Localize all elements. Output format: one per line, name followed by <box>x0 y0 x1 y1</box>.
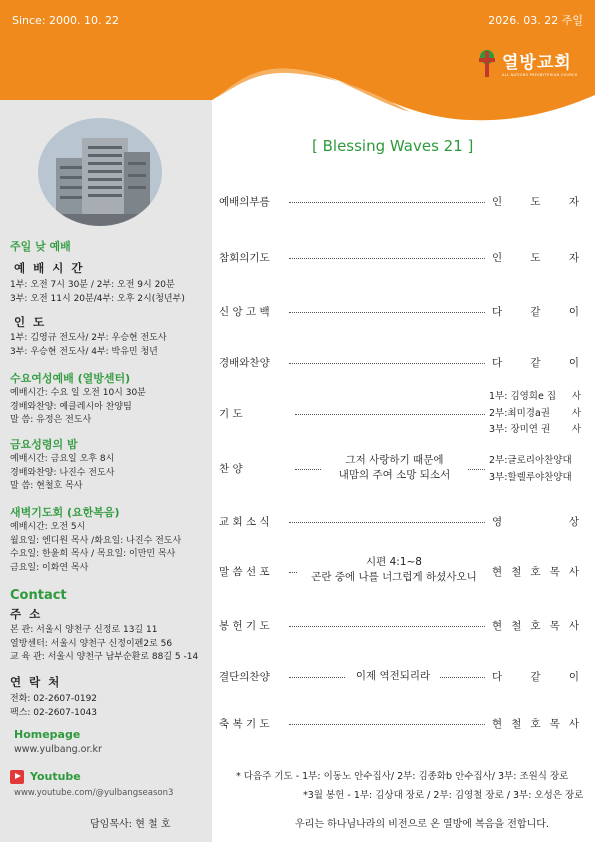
church-logo <box>476 48 578 77</box>
bulletin-title: [ Blessing Waves 21 ] <box>312 137 474 155</box>
leader-line: 1부: 김영규 전도사/ 2부: 우승현 전도사 <box>10 333 167 343</box>
order-right-char: 사 <box>568 566 579 578</box>
order-row <box>219 194 585 210</box>
worship-time-line: 3부: 오전 11시 20분/4부: 오후 2시(청년부) <box>10 293 185 304</box>
youtube-title: Youtube <box>30 770 81 783</box>
order-label: 신 앙 고 백 <box>219 306 270 318</box>
homepage-link[interactable]: www.yulbang.or.kr <box>14 744 102 755</box>
dawn-line: 예배시간: 오전 5시 <box>10 522 86 532</box>
order-right-char: 현 <box>492 718 503 730</box>
church-subtitle: ALL NATIONS PRESBYTERIAN CHURCH <box>502 73 578 77</box>
worship-time-line: 1부: 오전 7시 30분 / 2부: 오전 9시 20분 <box>10 280 175 290</box>
order-right-char: 사 <box>568 718 579 730</box>
order-right-char: 자 <box>568 252 579 264</box>
order-label: 축 복 기 도 <box>219 718 270 730</box>
scripture <box>297 555 491 585</box>
order-right-char: 호 <box>530 718 541 730</box>
prayer-leader-title: 사 <box>571 391 581 402</box>
youtube-icon <box>10 770 24 784</box>
order-right-char: 목 <box>549 718 560 730</box>
order-right-char: 인 <box>492 252 503 264</box>
prayer-leader-name: 1부: 김영희e 집 <box>489 391 557 402</box>
order-right-char: 자 <box>568 196 579 208</box>
order-right-char: 다 <box>492 306 503 318</box>
address-line: 열방센터: 서울시 양천구 신정이펜2로 56 <box>10 638 173 649</box>
since-date: Since: 2000. 10. 22 <box>12 14 120 27</box>
wednesday-line: 예배시간: 수요 일 오전 10시 30분 <box>10 388 146 398</box>
friday-worship-title: 금요성령의 밤 <box>10 438 78 451</box>
order-right-char: 목 <box>549 620 560 632</box>
address-title: 주 소 <box>10 607 43 621</box>
offering-note: *3월 봉헌 - 1부: 김상대 장로 / 2부: 김영철 장로 / 3부: 오성은 장로 <box>303 790 584 801</box>
dawn-line: 월요일: 엔디원 목사 /화요일: 나진수 전도사 <box>10 535 182 546</box>
order-row <box>219 514 585 530</box>
address-line: 교 육 관: 서울시 양천구 남부순환로 88길 5 -14 <box>10 652 199 662</box>
order-right-char: 호 <box>530 566 541 578</box>
praise-song-line: 내맘의 주여 소망 되소서 <box>338 469 451 481</box>
bulletin-date: 2026. 03. 22 주일 <box>488 14 583 27</box>
phone-title: 연 락 처 <box>10 675 62 689</box>
youtube-link[interactable]: www.youtube.com/@yulbangseason3 <box>14 788 174 798</box>
order-right-char: 같 <box>530 357 541 369</box>
prayer-leader-name: 3부: 장미연 권 <box>489 424 551 435</box>
order-label: 봉 헌 기 도 <box>219 620 270 632</box>
order-right-char: 다 <box>492 357 503 369</box>
order-right-char: 같 <box>530 306 541 318</box>
order-label: 찬 양 <box>219 463 243 475</box>
order-right-char: 철 <box>511 620 522 632</box>
friday-line: 예배시간: 금요일 오후 8시 <box>10 454 115 464</box>
dotted-leader <box>289 258 485 259</box>
order-right-char: 목 <box>549 566 560 578</box>
order-row <box>219 304 585 320</box>
order-right-char: 도 <box>530 252 541 264</box>
order-right-char: 철 <box>511 718 522 730</box>
order-right-char: 호 <box>530 620 541 632</box>
order-right-char: 도 <box>530 196 541 208</box>
order-label: 교 회 소 식 <box>219 516 270 528</box>
order-label: 말 씀 선 포 <box>219 566 270 578</box>
dotted-leader <box>289 312 485 313</box>
order-right-char: 이 <box>568 306 579 318</box>
prayer-leaders <box>489 389 581 439</box>
friday-line: 경배와찬양: 나진수 전도사 <box>10 467 115 478</box>
next-prayer-note: * 다음주 기도 - 1부: 이동노 안수집사/ 2부: 김종화b 안수집사/ 3부: 조원식 장로 <box>236 771 569 782</box>
order-right-char: 이 <box>568 671 579 683</box>
church-building-photo <box>38 118 162 226</box>
order-label: 예배의부름 <box>219 196 270 208</box>
dotted-leader <box>295 414 485 415</box>
order-label: 결단의찬양 <box>219 671 270 683</box>
phone-line: 전화: 02-2607-0192 <box>10 694 98 704</box>
vision-statement: 우리는 하나님나라의 비전으로 온 열방에 복음을 전합니다. <box>295 819 550 830</box>
sidebar-top-curve <box>0 95 240 115</box>
leaders-title: 인 도 <box>14 315 47 329</box>
homepage-title: Homepage <box>14 728 81 741</box>
order-right-char: 철 <box>511 566 522 578</box>
prayer-leader-title: 사 <box>571 407 581 419</box>
prayer-leader-title: 사 <box>571 424 581 435</box>
order-right-char: 인 <box>492 196 503 208</box>
praise-song <box>322 453 467 483</box>
dotted-leader <box>289 363 485 364</box>
order-right-char: 다 <box>492 671 503 683</box>
worship-time-title: 예 배 시 간 <box>14 261 85 275</box>
dotted-leader <box>289 724 485 725</box>
order-right-char: 영 <box>492 516 503 528</box>
wednesday-line: 경배와찬양: 예클레시아 찬양팀 <box>10 401 132 412</box>
scripture-reference: 시편 4:1~8 <box>365 556 422 568</box>
order-right-char: 같 <box>530 671 541 683</box>
dotted-leader <box>289 626 485 627</box>
order-right-char: 이 <box>568 357 579 369</box>
closing-song: 이제 역전되리라 <box>346 669 440 684</box>
prayer-leader-name: 2부:최미경a권 <box>489 407 550 419</box>
sunday-worship-title: 주일 낮 예배 <box>10 240 71 253</box>
leader-line: 3부: 우승현 전도사/ 4부: 박유민 청년 <box>10 346 158 357</box>
order-right-char: 현 <box>492 620 503 632</box>
order-right-char: 현 <box>492 566 503 578</box>
wednesday-worship-title: 수요여성예배 (열방센터) <box>10 372 131 385</box>
order-right-char: 사 <box>568 620 579 632</box>
order-row <box>219 716 585 732</box>
order-row <box>219 250 585 266</box>
senior-pastor: 담임목사: 현 철 호 <box>90 819 171 830</box>
phone-line: 팩스: 02-2607-1043 <box>10 707 98 718</box>
friday-line: 말 씀: 현철호 목사 <box>10 481 83 491</box>
choir-line: 3부:할렐루야찬양대 <box>489 471 572 483</box>
wednesday-line: 말 씀: 유정은 전도사 <box>10 415 92 425</box>
choir-line: 2부:글로리아찬양대 <box>489 455 572 466</box>
order-row <box>219 355 585 371</box>
contact-title: Contact <box>10 588 67 603</box>
sermon-title: 곤란 중에 나를 너그럽게 하셨사오니 <box>311 571 477 583</box>
order-right-char: 상 <box>568 516 579 528</box>
praise-song-line: 그저 사랑하기 때문에 <box>345 454 444 466</box>
church-name: 열방교회 <box>502 53 572 73</box>
dawn-line: 금요일: 이화연 목사 <box>10 562 89 573</box>
order-label: 기 도 <box>219 408 243 420</box>
cross-logo-icon <box>476 49 498 77</box>
dotted-leader <box>289 522 485 523</box>
order-label: 경배와찬양 <box>219 357 270 369</box>
dotted-leader <box>289 202 485 203</box>
dawn-line: 수요일: 한윤희 목사 / 목요일: 이만민 목사 <box>10 549 176 559</box>
choirs <box>489 453 572 486</box>
dawn-prayer-title: 새벽기도회 (요한복음) <box>10 506 120 519</box>
address-line: 본 관: 서울시 양천구 신정로 13길 11 <box>10 625 158 635</box>
order-label: 참회의기도 <box>219 252 270 264</box>
order-row <box>219 618 585 634</box>
